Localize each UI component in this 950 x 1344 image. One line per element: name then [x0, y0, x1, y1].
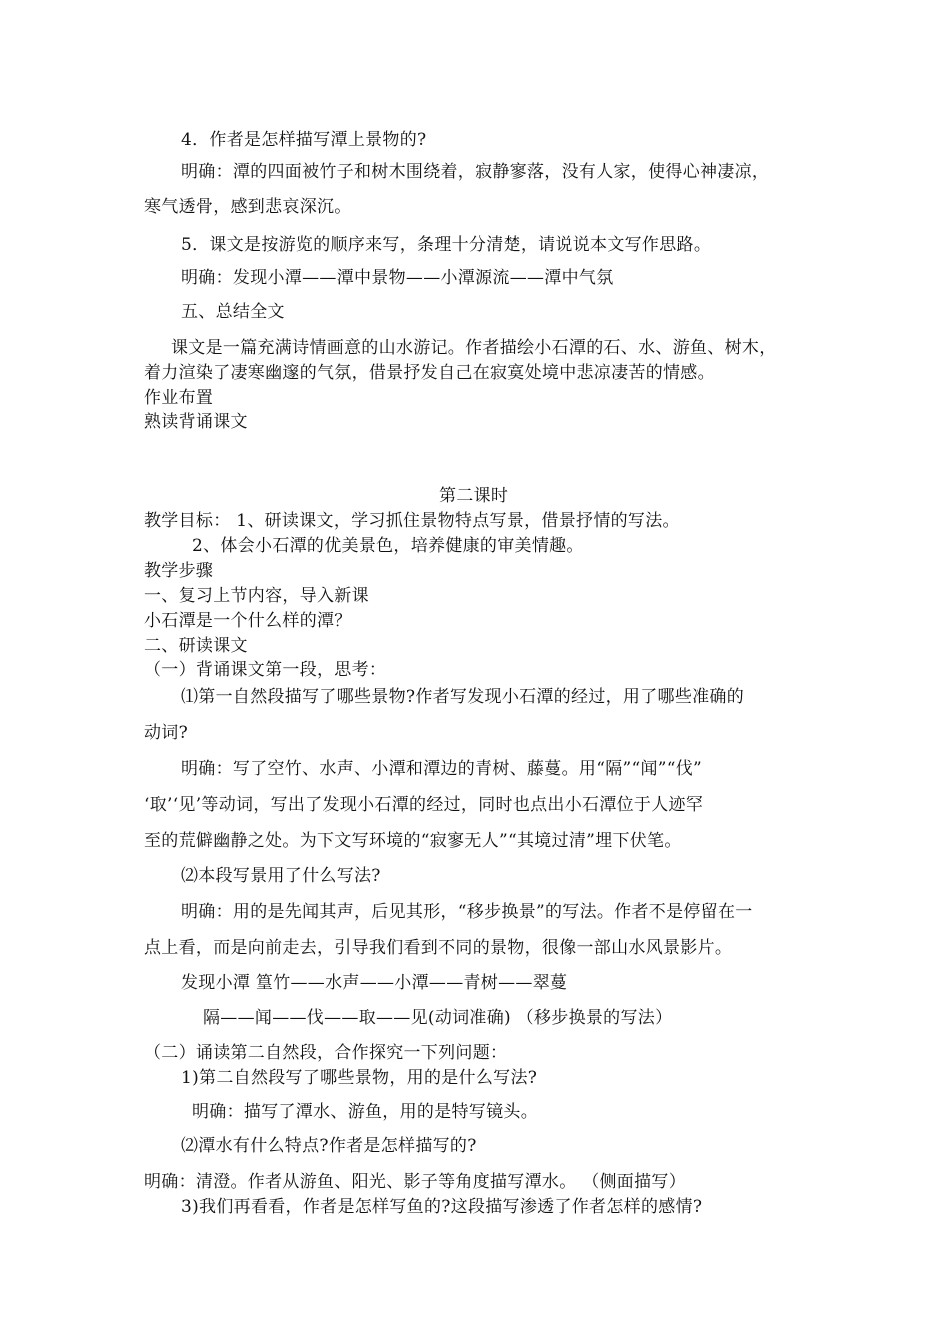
part-2-answer-2: 明确：清澄。作者从游鱼、阳光、影子等角度描写潭水。 （侧面描写） [144, 1172, 687, 1192]
verb-summary: 隔——闻——伐——取——见(动词准确) （移步换景的写法） [203, 1008, 673, 1028]
step-1-heading: 一、复习上节内容，导入新课 [144, 586, 369, 606]
part-1-answer-1-line-1: 明确：写了空竹、水声、小潭和潭边的青树、藤蔓。用“隔”“闻”“伐” [181, 759, 703, 779]
part-1-answer-2-line-1: 明确：用的是先闻其声，后见其形，“移步换景”的写法。作者不是停留在一 [181, 902, 753, 922]
part-2-question-1: 1)第二自然段写了哪些景物，用的是什么写法? [181, 1068, 538, 1088]
part-1-question-1-line-1: ⑴第一自然段描写了哪些景物?作者写发现小石潭的经过，用了哪些准确的 [181, 687, 745, 707]
part-2-question-2: ⑵潭水有什么特点?作者是怎样描写的? [181, 1136, 477, 1156]
route-summary: 发现小潭 篁竹——水声——小潭——青树——翠蔓 [181, 973, 568, 993]
part-1-answer-1-line-3: 至的荒僻幽静之处。为下文写环境的“寂寥无人”“其境过清”埋下伏笔。 [144, 831, 682, 851]
homework-heading: 作业布置 [144, 388, 214, 408]
question-5: 5．课文是按游览的顺序来写，条理十分清楚，请说说本文写作思路。 [181, 235, 712, 255]
part-1-answer-2-line-2: 点上看，而是向前走去，引导我们看到不同的景物，很像一部山水风景影片。 [144, 938, 733, 958]
step-1-question: 小石潭是一个什么样的潭？ [144, 611, 352, 631]
section-heading-summary: 五、总结全文 [181, 302, 285, 322]
part-2-answer-1: 明确：描写了潭水、游鱼，用的是特写镜头。 [192, 1102, 538, 1122]
step-2-heading: 二、研读课文 [144, 636, 248, 656]
part-1-answer-1-line-2: ‘取’‘见’等动词，写出了发现小石潭的经过，同时也点出小石潭位于人迹罕 [144, 795, 704, 815]
teaching-goal-2: 2、体会小石潭的优美景色，培养健康的审美情趣。 [192, 536, 584, 556]
answer-5: 明确：发现小潭——潭中景物——小潭源流——潭中气氛 [181, 268, 614, 288]
part-1-question-2: ⑵本段写景用了什么写法? [181, 866, 381, 886]
homework-content: 熟读背诵课文 [144, 412, 248, 432]
part-2-question-3: 3)我们再看看，作者是怎样写鱼的?这段描写渗透了作者怎样的感情? [181, 1197, 703, 1217]
teaching-goal-1: 教学目标： 1、研读课文，学习抓住景物特点写景，借景抒情的写法。 [144, 511, 680, 531]
part-2-heading: （二）诵读第二自然段，合作探究一下列问题： [144, 1043, 508, 1063]
part-1-question-1-line-2: 动词? [144, 723, 189, 743]
answer-4-line-1: 明确：潭的四面被竹子和树木围绕着，寂静寥落，没有人家，使得心神凄凉， [181, 162, 770, 182]
summary-line-2: 着力渲染了凄寒幽邃的气氛，借景抒发自己在寂寞处境中悲凉凄苦的情感。 [144, 363, 715, 383]
part-1-heading: （一）背诵课文第一段，思考： [144, 660, 387, 680]
summary-line-1: 课文是一篇充满诗情画意的山水游记。作者描绘小石潭的石、水、游鱼、树木， [171, 338, 777, 358]
lesson-title: 第二课时 [439, 486, 509, 506]
answer-4-line-2: 寒气透骨，感到悲哀深沉。 [144, 197, 352, 217]
teaching-steps-heading: 教学步骤 [144, 561, 214, 581]
question-4: 4．作者是怎样描写潭上景物的? [181, 130, 427, 150]
